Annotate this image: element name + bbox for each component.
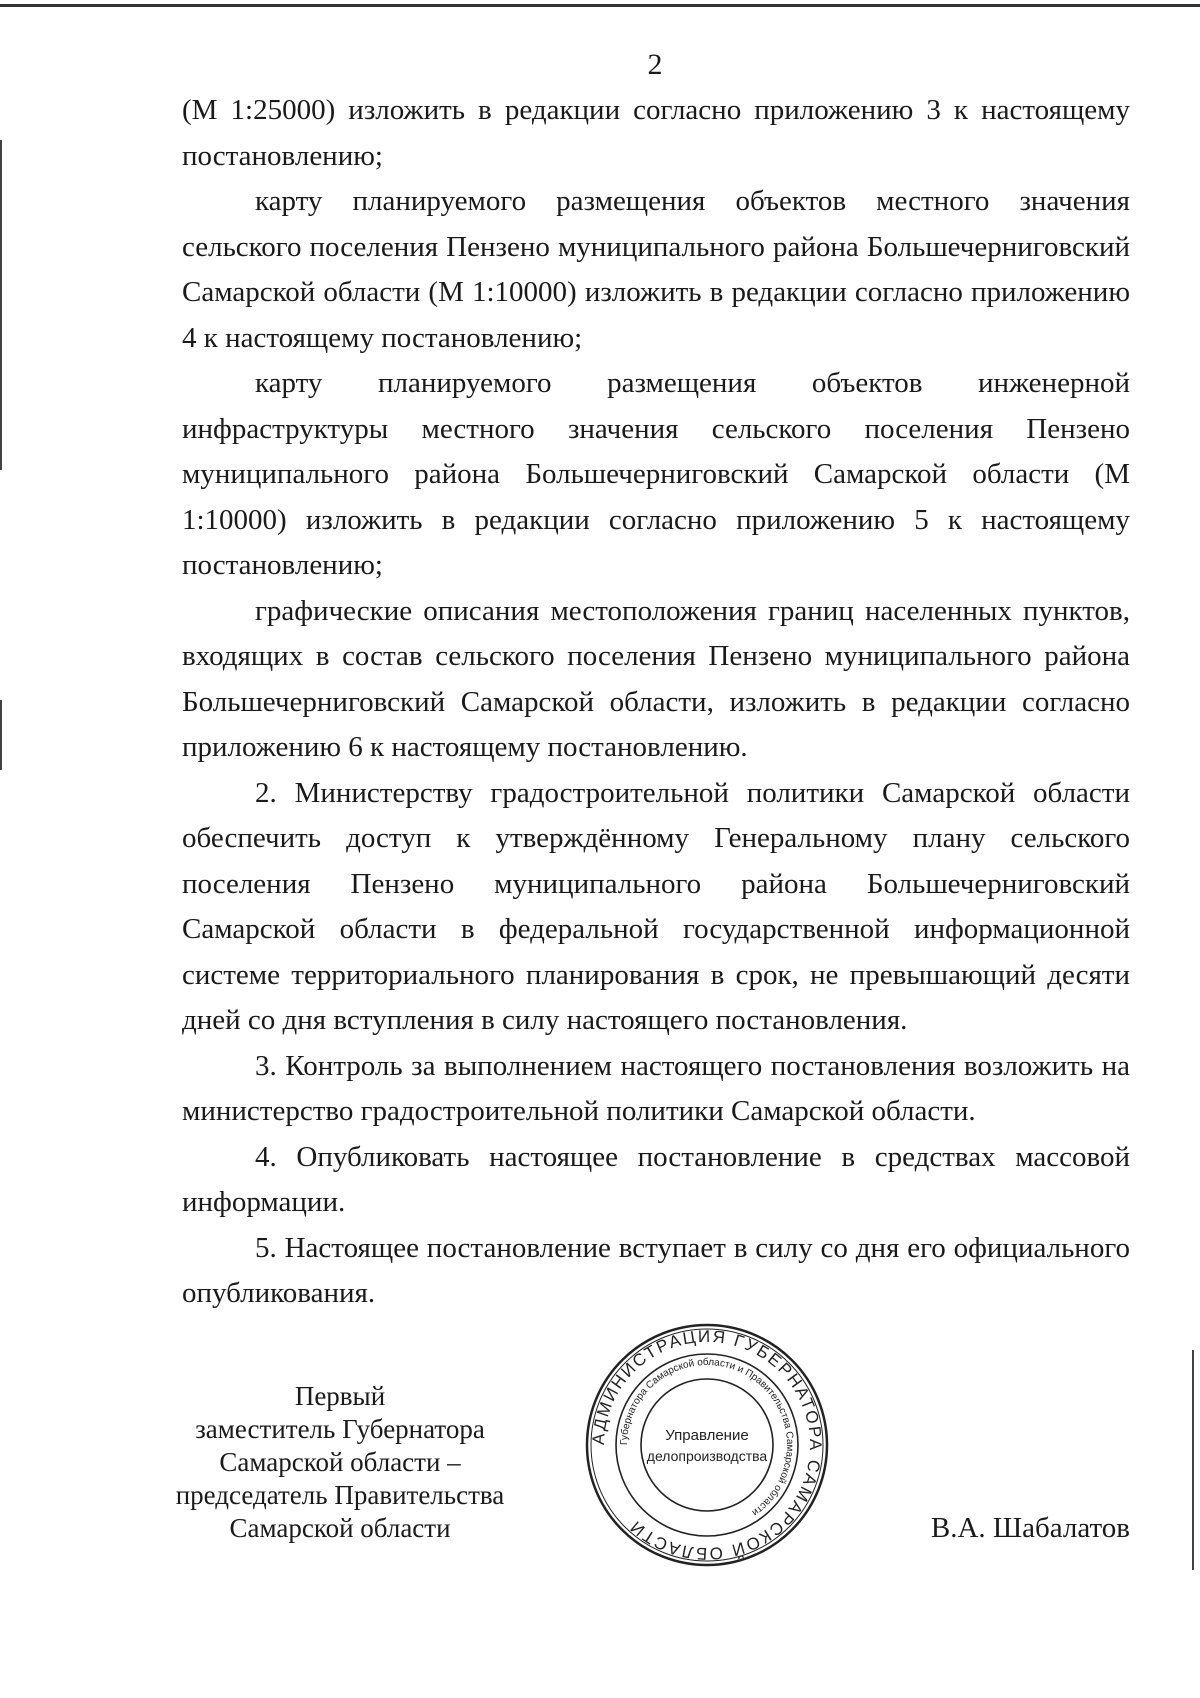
paragraph: 4. Опубликовать настоящее постановление в средствах массовой информации.	[182, 1140, 1130, 1218]
top-border-line	[0, 4, 1200, 7]
signatory-title	[150, 1380, 530, 1545]
document-body	[182, 88, 1130, 1317]
signatory-line: Самарской области	[229, 1513, 451, 1543]
signatory-line: Самарской области –	[219, 1447, 461, 1477]
paragraph: 3. Контроль за выполнением настоящего постановления возложить на министерство градостроительной политики Самарской области.	[182, 1049, 1130, 1127]
paragraph: карту планируемого размещения объектов местного значения сельского поселения Пензено муниципального района Большечерниговский Самарской области (М 1:10000) изложить в редакции согласно приложению 4 к настоящему постановлению;	[182, 185, 1130, 354]
seal-center-line-1: Управление	[665, 1427, 749, 1444]
seal-center-line-2: делопроизводства	[646, 1448, 768, 1464]
page-number: 2	[647, 48, 663, 81]
seal-outer-text: АДМИНИСТРАЦИЯ ГУБЕРНАТОРА САМАРСКОЙ ОБЛАСТИ	[588, 1326, 826, 1564]
official-seal	[582, 1320, 832, 1570]
signer-name: В.А. Шабалатов	[930, 1512, 1130, 1544]
signatory-line: заместитель Губернатора	[195, 1414, 485, 1444]
paragraph: карту планируемого размещения объектов инженерной инфраструктуры местного значения сельского поселения Пензено муниципального района Большечерниговский Самарской области (М 1:10000) изложить в редакции согласно приложению 5 к настоящему постановлению;	[182, 367, 1130, 581]
signatory-line: Первый	[294, 1381, 386, 1411]
seal-inner-text: Губернатора Самарской области и Правительства Самарской области	[618, 1356, 796, 1519]
paragraph: 2. Министерству градостроительной политики Самарской области обеспечить доступ к утверждённому Генеральному плану сельского поселения Пензено муниципального района Большечерниговский Самарской области в федеральной государственной информационной системе территориального планирования в срок, не превышающий десяти дней со дня вступления в силу настоящего постановления.	[182, 776, 1130, 1036]
paragraph: (М 1:25000) изложить в редакции согласно приложению 3 к настоящему постановлению;	[182, 94, 1130, 172]
scan-edge-mark	[0, 140, 2, 470]
scan-edge-mark	[0, 700, 2, 770]
signatory-line: председатель Правительства	[175, 1480, 505, 1510]
paragraph: 5. Настоящее постановление вступает в силу со дня его официального опубликования.	[182, 1231, 1130, 1309]
scan-edge-mark	[1192, 1350, 1194, 1570]
paragraph: графические описания местоположения границ населенных пунктов, входящих в состав сельского поселения Пензено муниципального района Большечерниговский Самарской области, изложить в редакции согласно приложению 6 к настоящему постановлению.	[182, 594, 1130, 763]
